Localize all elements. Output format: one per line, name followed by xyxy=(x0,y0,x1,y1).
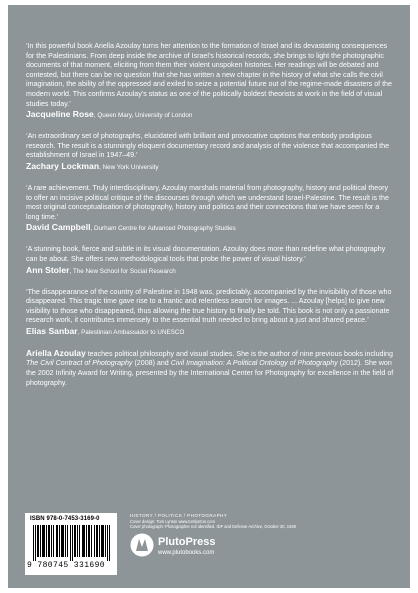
endorsements xyxy=(26,42,394,388)
barcode-bars xyxy=(33,525,111,561)
attribution: David Campbell, Durham Centre for Advanced Photography Studies xyxy=(26,222,236,233)
bio-text: (2008) and xyxy=(132,359,171,368)
bio-text: (2012). She won the 2002 Infinity Award for Writing, presented by the International Center for Photography for excellence in the field of photography. xyxy=(26,359,394,387)
quote-text: ‘An extraordinary set of photographs, elucidated with brilliant and provocative captions that embody prodigious research. The result is a stunningly eloquent documentary record and analysis of the violence that accompanied the establishment of Israel in 1947–49.’ xyxy=(26,132,390,160)
endorser-affiliation: Durham Centre for Advanced Photography Studies xyxy=(93,225,236,233)
endorser-affiliation: Palestinian Ambassador to UNESCO xyxy=(81,328,185,336)
cover-photo-credit: Cover photograph: Photographer not identified. IDF and Defense Archive, October 30, 1948 xyxy=(130,524,296,530)
attribution: Ann Stoler, The New School for Social Research xyxy=(26,264,176,275)
publisher-name: PlutoPress xyxy=(158,536,216,548)
endorsement xyxy=(26,245,394,275)
author-bio xyxy=(26,349,394,388)
subject-categories: HISTORY / POLITICS / PHOTOGRAPHY xyxy=(130,513,228,518)
attribution: Jacqueline Rose, Queen Mary, University of London xyxy=(26,109,193,120)
author-name: Ariella Azoulay xyxy=(26,347,86,358)
endorsement xyxy=(26,42,394,120)
endorser-name: Elias Sanbar xyxy=(26,325,78,336)
endorsement xyxy=(26,184,394,233)
barcode xyxy=(25,513,117,575)
endorsement xyxy=(26,288,394,337)
book-title: Civil Imagination: A Political Ontology of Photography xyxy=(170,359,338,368)
isbn-label: ISBN 978-0-7453-3169-0 xyxy=(30,516,100,522)
attribution: Elias Sanbar, Palestinian Ambassador to UNESCO xyxy=(26,325,185,336)
quote-text: ‘A rare achievement. Truly interdisciplinary, Azoulay marshals material from photography, history and political theory to offer an incisive political critique of the discourses through which we understand Israel-Palestine. The result is the most original conceptualisation of photography, history and politics and their connections that we have seen for a long time.’ xyxy=(26,183,389,221)
quote-text: ‘In this powerful book Ariella Azoulay turns her attention to the formation of Israel and its devastating consequences for the Palestinians. From deep inside the archive of Israel’s historical records, she brings to light the photographic documents of that moment, eliciting from them their violent unspoken histories. Her readings will be debated and contested, but there can be no question that she has written a new chapter in the history of what she calls the civil imagination, the ability of the oppressed and exiled to seize a potential future out of the regime-made disasters of the modern world. This confirms Azoulay’s status as one of the politically boldest theorists at work in the field of visual studies today.’ xyxy=(26,42,392,108)
book-title: The Civil Contract of Photography xyxy=(26,359,133,368)
isbn-digits: 9 780745 331690 xyxy=(27,561,106,570)
endorser-name: Jacqueline Rose xyxy=(26,109,94,120)
endorser-name: Zachary Lockman xyxy=(26,160,100,171)
imprint-block xyxy=(130,513,400,556)
quote-text: ‘A stunning book, fierce and subtle in its visual documentation. Azoulay does more than redefine what photography can be about. She offers new methodological tools that probe the power of visual history.’ xyxy=(26,245,386,263)
endorser-affiliation: New York University xyxy=(102,163,159,171)
endorser-affiliation: Queen Mary, University of London xyxy=(97,112,193,120)
quote-text: ‘The disappearance of the country of Palestine in 1948 was, predictably, accompanied by the invisibility of those who disappeared. This tragic time gave rise to a frantic and relentless search for images. ... Azoulay [helps] to give new visibility to those who disappeared, thus allowing the true history to finally be told. This book is not only a passionate research work, it contributes immensely to the essential truth needed to bring about a just and shared peace.’ xyxy=(26,287,392,325)
endorsement xyxy=(26,132,394,172)
endorser-affiliation: The New School for Social Research xyxy=(72,267,176,275)
pluto-press-logo-icon xyxy=(130,533,154,557)
bio-text: teaches political philosophy and visual studies. She is the author of nine previous books including xyxy=(85,349,393,358)
endorser-name: Ann Stoler xyxy=(26,264,70,275)
attribution: Zachary Lockman, New York University xyxy=(26,160,159,171)
endorser-name: David Campbell xyxy=(26,222,91,233)
cover-design-credit: Cover design: Tom Lynton www.tomlynton.com xyxy=(130,519,215,524)
back-cover xyxy=(8,5,410,588)
publisher-url: www.plutobooks.com xyxy=(158,550,215,556)
